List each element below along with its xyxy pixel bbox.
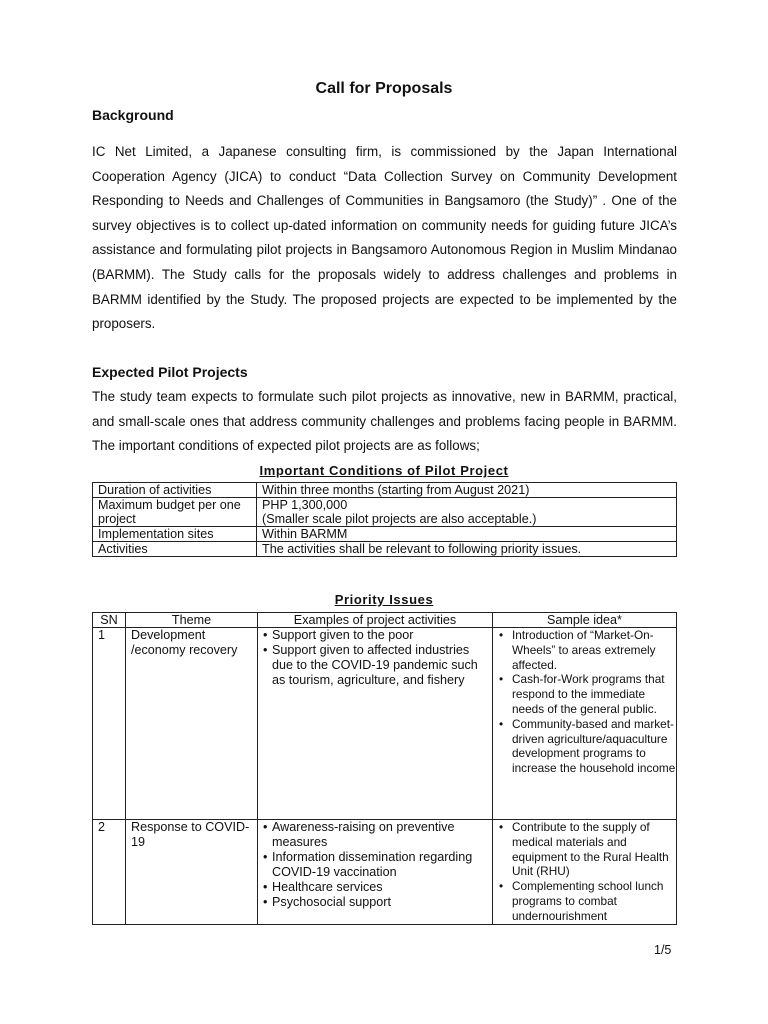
table-row [93, 628, 677, 820]
column-header: Theme [126, 613, 258, 628]
condition-label: Activities [93, 542, 257, 557]
conditions-table [92, 482, 677, 557]
table-row [93, 542, 677, 557]
condition-value [257, 483, 677, 498]
theme-cell: Response to COVID-19 [126, 820, 258, 925]
examples-list [263, 628, 492, 688]
column-header: Examples of project activities [258, 613, 493, 628]
condition-line: (Smaller scale pilot projects are also acceptable.) [262, 512, 537, 526]
condition-line: Within three months (starting from August 2021) [262, 483, 530, 497]
condition-value [257, 498, 677, 527]
ideas-list [497, 820, 676, 924]
list-item: • Support given to the poor [263, 628, 492, 643]
list-item: • Information dissemination regarding COVID-19 vaccination [263, 850, 492, 880]
table-row [93, 820, 677, 925]
list-item: • Introduction of “Market-On-Wheels” to areas extremely affected. [497, 628, 676, 672]
condition-line: Within BARMM [262, 527, 348, 541]
priority-table [92, 612, 677, 925]
ideas-cell [493, 628, 677, 820]
table-row [93, 483, 677, 498]
list-item: • Contribute to the supply of medical materials and equipment to the Rural Health Unit (RHU) [497, 820, 676, 879]
list-item: • Complementing school lunch programs to combat undernourishment [497, 879, 676, 923]
condition-label: Duration of activities [93, 483, 257, 498]
condition-value [257, 527, 677, 542]
ideas-cell [493, 820, 677, 925]
background-heading: Background [92, 107, 174, 123]
list-item: • Support given to affected industries due to the COVID-19 pandemic such as tourism, agriculture, and fishery [263, 643, 492, 688]
condition-line: PHP 1,300,000 [262, 498, 348, 512]
list-item: • Awareness-raising on preventive measures [263, 820, 492, 850]
condition-value [257, 542, 677, 557]
expected-heading: Expected Pilot Projects [92, 364, 248, 380]
expected-paragraph: The study team expects to formulate such pilot projects as innovative, new in BARMM, practical, and small-scale ones that address community challenges and problems facing people in BARMM. The important conditions of expected pilot projects are as follows; [92, 389, 677, 454]
sn-cell: 2 [93, 820, 126, 925]
background-paragraph: IC Net Limited, a Japanese consulting firm, is commissioned by the Japan International Cooperation Agency (JICA) to conduct “Data Collection Survey on Community Development Responding to Needs and Challenges of Communities in Bangsamoro (the Study)” . One of the survey objectives is to collect up-dated information on community needs for guiding future JICA’s assistance and formulating pilot projects in Bangsamoro Autonomous Region in Muslim Mindanao (BARMM). The Study calls for the proposals widely to address challenges and problems in BARMM identified by the Study. The proposed projects are expected to be implemented by the proposers. [92, 144, 677, 332]
conditions-caption: Important Conditions of Pilot Project [259, 463, 509, 478]
column-header: SN [93, 613, 126, 628]
theme-cell: Development /economy recovery [126, 628, 258, 820]
page-number: 1/5 [654, 943, 672, 957]
condition-line: The activities shall be relevant to following priority issues. [262, 542, 582, 556]
list-item: • Community-based and market-driven agriculture/aquaculture development programs to increase the household income [497, 717, 676, 776]
list-item: • Psychosocial support [263, 895, 492, 910]
priority-caption: Priority Issues [334, 592, 434, 607]
examples-cell [258, 820, 493, 925]
list-item: • Cash-for-Work programs that respond to the immediate needs of the general public. [497, 672, 676, 716]
examples-list [263, 820, 492, 910]
column-header: Sample idea* [493, 613, 677, 628]
sn-cell: 1 [93, 628, 126, 820]
page-title: Call for Proposals [315, 80, 453, 97]
examples-cell [258, 628, 493, 820]
condition-label: Maximum budget per one project [93, 498, 257, 527]
condition-label: Implementation sites [93, 527, 257, 542]
list-item: • Healthcare services [263, 880, 492, 895]
table-row [93, 498, 677, 527]
table-header-row [93, 613, 677, 628]
ideas-list [497, 628, 676, 776]
table-row [93, 527, 677, 542]
